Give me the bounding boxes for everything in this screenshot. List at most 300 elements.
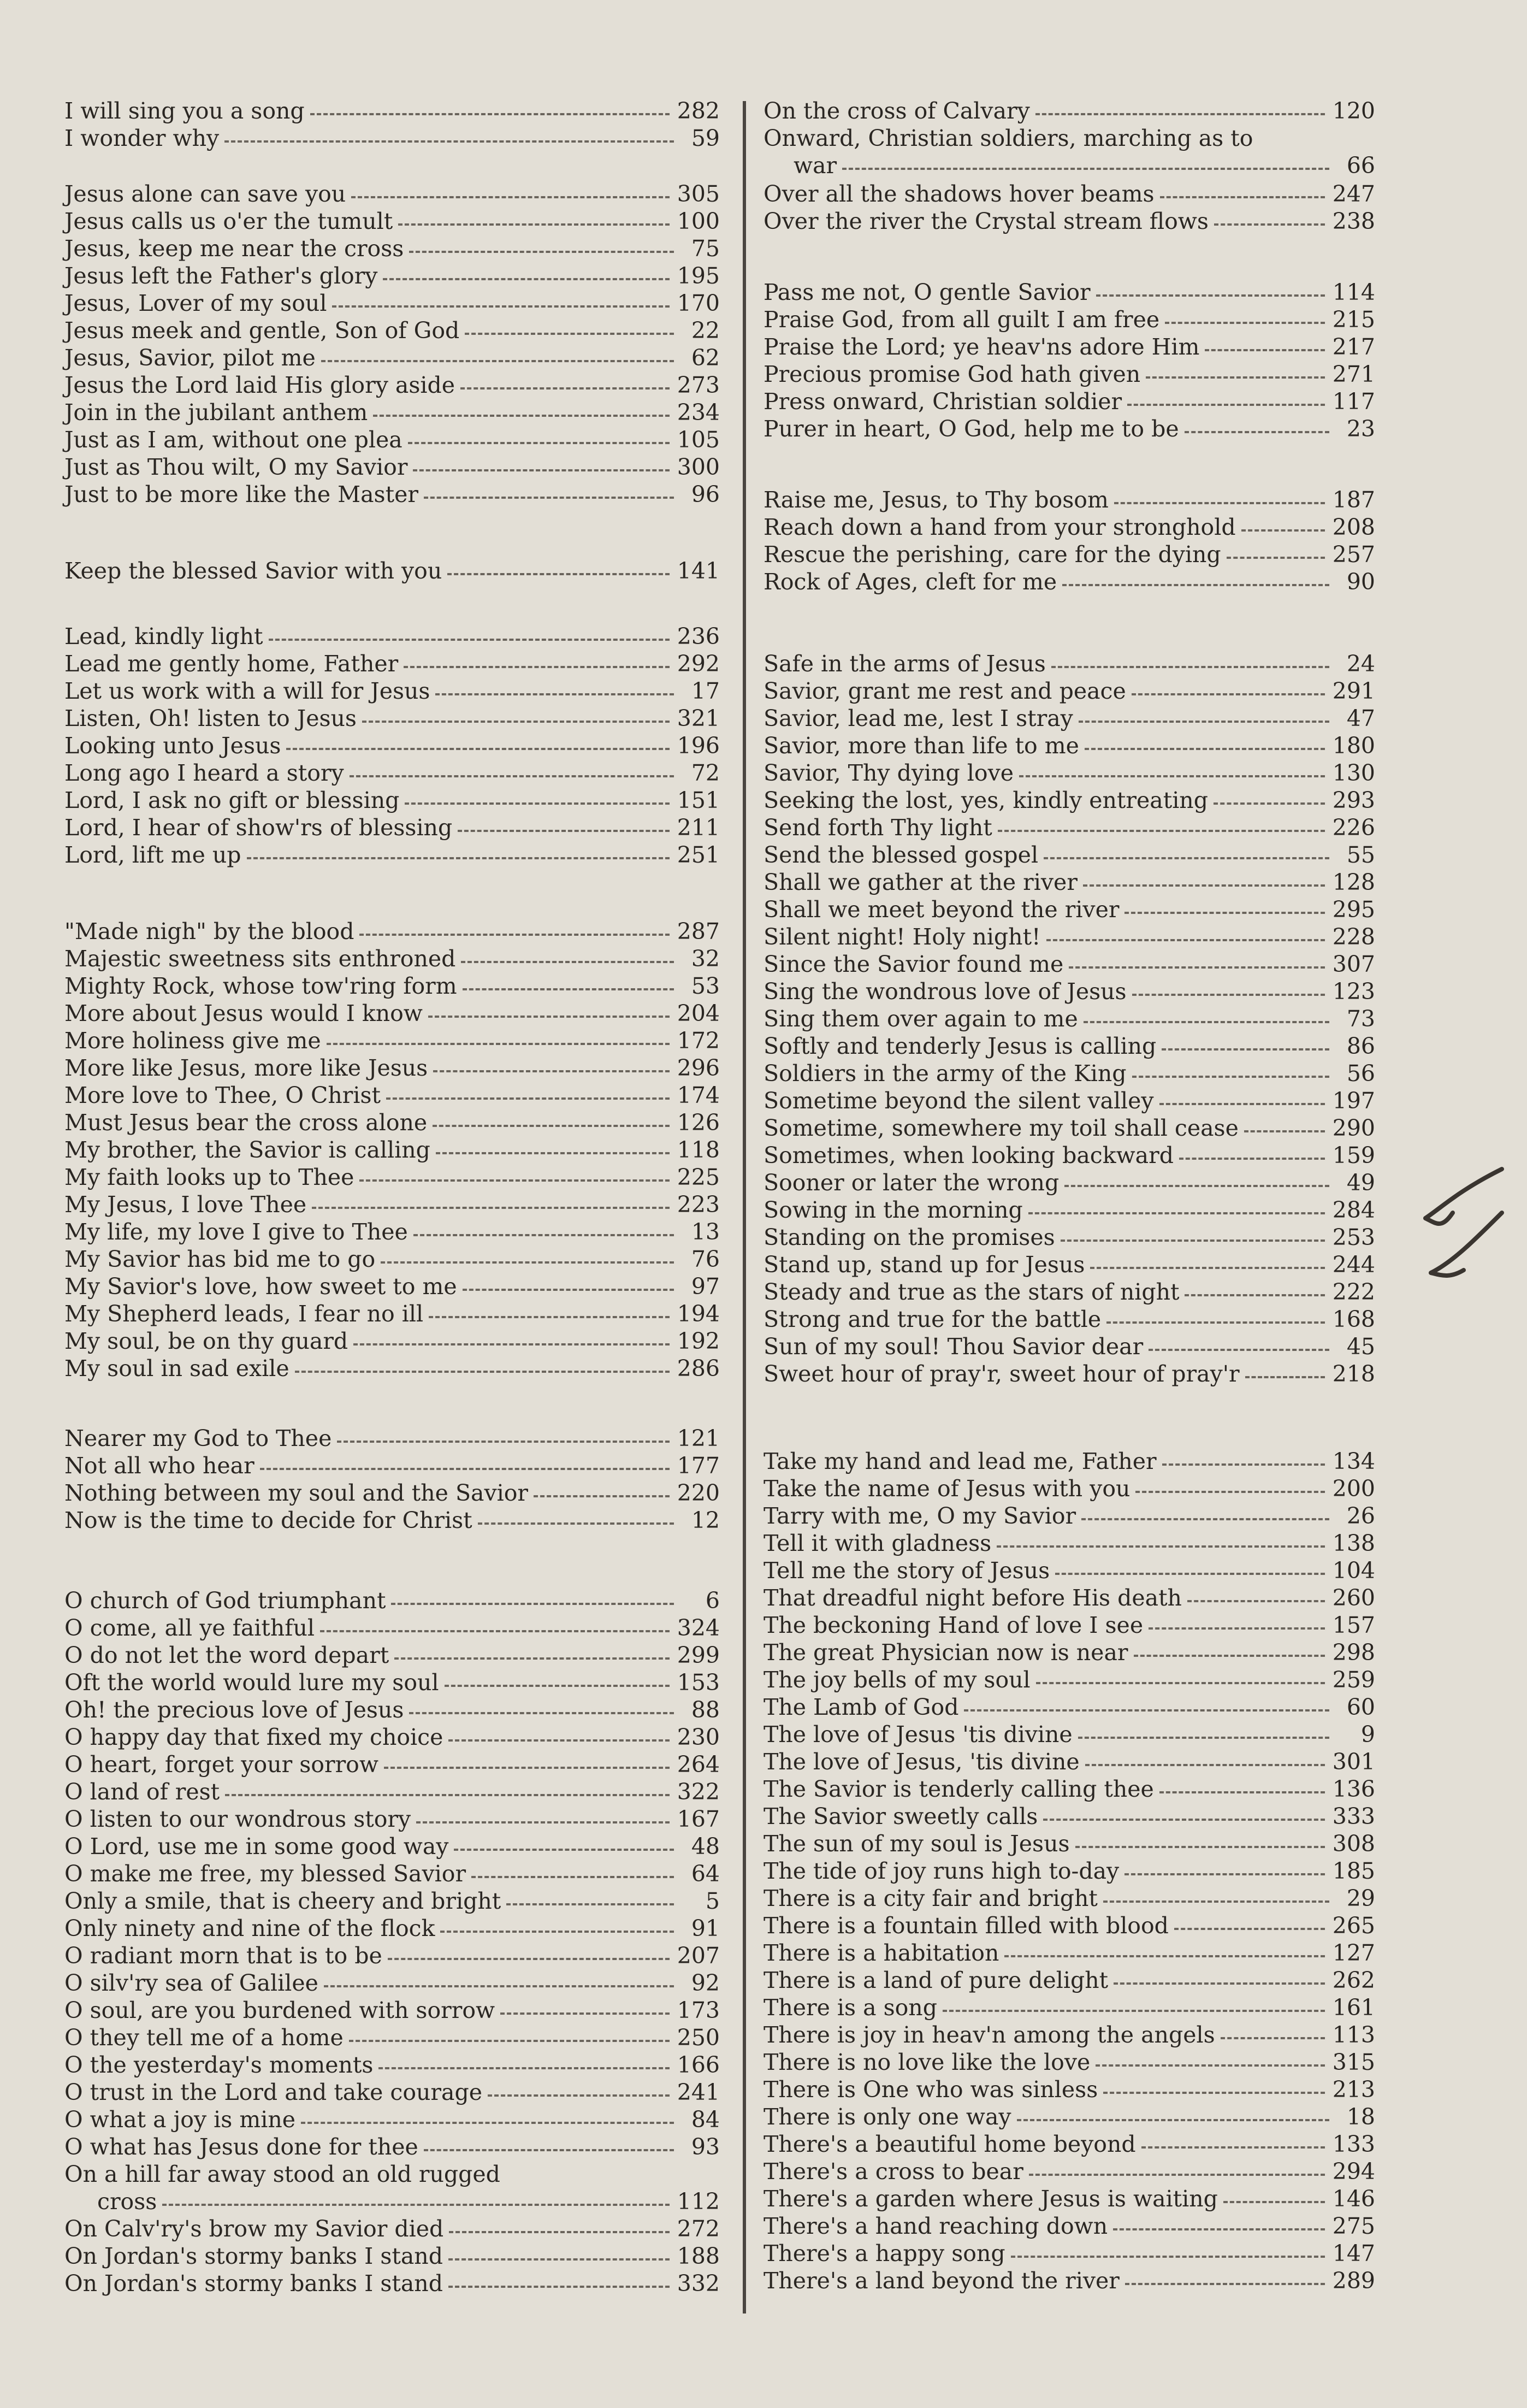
page-number: 196 — [677, 733, 720, 759]
page-number: 96 — [691, 481, 720, 507]
hymn-title: Seeking the lost, yes, kindly entreating — [764, 787, 1208, 813]
page-number: 22 — [691, 317, 720, 344]
index-entry — [764, 125, 1375, 152]
hymn-title: Savior, lead me, lest I stray — [764, 705, 1073, 731]
page-number: 64 — [691, 1861, 720, 1887]
page-number: 286 — [677, 1355, 720, 1382]
dot-leader — [391, 1601, 674, 1605]
page-number: 295 — [1332, 896, 1375, 923]
index-entry — [764, 1639, 1375, 1666]
hymn-title: There is a fountain filled with blood — [764, 1913, 1169, 1939]
index-entry — [64, 97, 720, 125]
hymn-title: Oft the world would lure my soul — [64, 1669, 439, 1696]
index-entry — [764, 1967, 1375, 1994]
hymn-title: Rescue the perishing, care for the dying — [764, 541, 1221, 568]
dot-leader — [386, 1095, 670, 1100]
index-entry — [64, 2051, 720, 2079]
index-entry — [764, 1060, 1375, 1087]
index-entry — [764, 923, 1375, 951]
page-number: 173 — [677, 1997, 720, 2023]
hymn-title: My soul, be on thy guard — [64, 1328, 348, 1354]
dot-leader — [1160, 194, 1325, 198]
dot-leader — [447, 571, 669, 575]
index-entry — [764, 1748, 1375, 1775]
dot-leader — [463, 1286, 674, 1291]
hymn-title: Safe in the arms of Jesus — [764, 651, 1046, 677]
page-number: 126 — [677, 1109, 720, 1136]
page-number: 24 — [1346, 651, 1375, 677]
dot-leader — [1241, 527, 1325, 532]
hymn-title: There's a beautiful home beyond — [764, 2131, 1136, 2157]
index-entry — [64, 1082, 720, 1109]
page-number: 265 — [1332, 1913, 1375, 1939]
hymn-title: Over the river the Crystal stream flows — [764, 208, 1209, 234]
page-number: 241 — [677, 2079, 720, 2105]
hymn-title: There is a habitation — [764, 1940, 999, 1966]
page-number: 301 — [1332, 1749, 1375, 1775]
page-number: 257 — [1332, 541, 1375, 568]
dot-leader — [1149, 1347, 1329, 1351]
page-number: 332 — [677, 2270, 720, 2297]
dot-leader — [413, 467, 669, 471]
index-entry — [764, 759, 1375, 787]
hymn-title: Jesus left the Father's glory — [64, 263, 378, 289]
hymn-title: I wonder why — [64, 125, 220, 151]
index-entry — [764, 1912, 1375, 1939]
index-entry — [764, 1251, 1375, 1278]
dot-leader — [362, 718, 670, 723]
page-number: 166 — [677, 2052, 720, 2078]
page-number: 220 — [677, 1480, 720, 1506]
dot-leader — [463, 986, 674, 990]
page-number: 153 — [677, 1669, 720, 1696]
index-entry — [64, 1164, 720, 1191]
dot-leader — [413, 1232, 674, 1236]
hymn-title: There's a land beyond the river — [764, 2268, 1120, 2294]
index-entry — [64, 1355, 720, 1382]
dot-leader — [224, 138, 674, 143]
dot-leader — [1103, 1898, 1329, 1903]
index-entry — [64, 1642, 720, 1669]
hymn-title: "Made nigh" by the blood — [64, 918, 354, 945]
hymn-title: Savior, Thy dying love — [764, 760, 1014, 786]
dot-leader — [1017, 2117, 1329, 2121]
dot-leader — [350, 773, 674, 777]
page-number: 59 — [691, 125, 720, 151]
page-number: 55 — [1346, 842, 1375, 868]
hymn-title: Join in the jubilant anthem — [64, 399, 368, 426]
dot-leader — [1011, 2253, 1325, 2258]
page-number: 223 — [677, 1191, 720, 1218]
page-number: 260 — [1332, 1585, 1375, 1611]
page-number: 45 — [1346, 1333, 1375, 1360]
dot-leader — [1078, 1734, 1329, 1739]
index-entry — [64, 557, 720, 585]
page-number: 333 — [1332, 1803, 1375, 1829]
dot-leader — [1174, 1926, 1325, 1930]
dot-leader — [1046, 937, 1325, 941]
page-number: 84 — [691, 2106, 720, 2133]
hymn-title: Tell it with gladness — [764, 1530, 992, 1556]
hymn-title: The love of Jesus, 'tis divine — [764, 1749, 1080, 1775]
dot-leader — [1029, 2171, 1325, 2176]
page-number: 172 — [677, 1028, 720, 1054]
index-entry — [64, 1724, 720, 1751]
hymn-title: Sun of my soul! Thou Savior dear — [764, 1333, 1144, 1360]
hymn-title: The Savior sweetly calls — [764, 1803, 1038, 1829]
hymn-title: Sweet hour of pray'r, sweet hour of pray'r — [764, 1361, 1240, 1387]
dot-leader — [1187, 1598, 1325, 1602]
index-entry — [64, 1054, 720, 1082]
page-number: 26 — [1346, 1503, 1375, 1529]
index-entry — [764, 333, 1375, 361]
page-number: 147 — [1332, 2240, 1375, 2267]
index-entry — [764, 2103, 1375, 2130]
page-number: 238 — [1332, 208, 1375, 234]
hymn-title: That dreadful night before His death — [764, 1585, 1182, 1611]
index-entry — [764, 486, 1375, 514]
index-entry — [64, 1452, 720, 1479]
page-number: 117 — [1332, 388, 1375, 415]
page-number: 244 — [1332, 1252, 1375, 1278]
hymn-title: Long ago I heard a story — [64, 760, 344, 786]
dot-leader — [1004, 1953, 1324, 1957]
page-number: 151 — [677, 787, 720, 813]
hymn-title: O what has Jesus done for thee — [64, 2134, 418, 2160]
index-entry — [64, 1805, 720, 1833]
hymn-title: O the yesterday's moments — [64, 2052, 374, 2078]
index-entry — [64, 1273, 720, 1300]
hymn-title: Stand up, stand up for Jesus — [764, 1252, 1085, 1278]
page-number: 105 — [677, 427, 720, 453]
dot-leader — [1113, 2226, 1325, 2230]
hymn-title: My life, my love I give to Thee — [64, 1219, 408, 1245]
index-entry — [764, 180, 1375, 208]
hymn-title: war — [794, 152, 837, 179]
dot-leader — [1036, 1680, 1325, 1684]
dot-leader — [842, 166, 1329, 170]
dot-leader — [1179, 1155, 1325, 1160]
hymn-title: More about Jesus would I know — [64, 1000, 423, 1026]
dot-leader — [458, 828, 670, 832]
hymn-title: The Savior is tenderly calling thee — [764, 1776, 1154, 1802]
page-number: 73 — [1346, 1006, 1375, 1032]
page-number: 12 — [691, 1507, 720, 1533]
hymn-title: My Savior's love, how sweet to me — [64, 1273, 457, 1300]
hymn-title: The sun of my soul is Jesus — [764, 1831, 1070, 1857]
dot-leader — [445, 1683, 670, 1687]
dot-leader — [1146, 374, 1325, 379]
dot-leader — [378, 2065, 669, 2069]
dot-leader — [454, 1846, 674, 1851]
dot-leader — [295, 1368, 670, 1373]
index-entry — [64, 1191, 720, 1218]
dot-leader — [381, 1259, 674, 1264]
dot-leader — [351, 194, 670, 198]
hymn-title: Reach down a hand from your stronghold — [764, 514, 1236, 540]
hymn-title: Lead, kindly light — [64, 623, 263, 650]
page-number: 194 — [677, 1301, 720, 1327]
dot-leader — [301, 2120, 674, 2124]
dot-leader — [408, 440, 670, 444]
index-entry — [64, 759, 720, 787]
hymn-title: Let us work with a will for Jesus — [64, 678, 430, 704]
hymn-title: Sing them over again to me — [764, 1006, 1078, 1032]
index-entry — [64, 1507, 720, 1534]
index-entry — [764, 1360, 1375, 1388]
hymn-title: Lead me gently home, Father — [64, 651, 399, 677]
index-entry — [64, 705, 720, 732]
index-entry — [64, 208, 720, 235]
dot-leader — [225, 1792, 670, 1796]
dot-leader — [359, 1177, 669, 1182]
index-entry — [64, 290, 720, 317]
hymn-title: The joy bells of my soul — [764, 1667, 1031, 1693]
page-number: 6 — [705, 1587, 720, 1614]
page-number: 92 — [691, 1970, 720, 1996]
hymn-title: There's a hand reaching down — [764, 2213, 1108, 2239]
hymn-title: Listen, Oh! listen to Jesus — [64, 705, 357, 731]
page-number: 299 — [677, 1642, 720, 1668]
dot-leader — [260, 1466, 670, 1470]
hymn-title: Jesus meek and gentle, Son of God — [64, 317, 460, 344]
page-number: 29 — [1346, 1885, 1375, 1911]
page-number: 97 — [691, 1273, 720, 1300]
hymn-title: My brother, the Savior is calling — [64, 1137, 430, 1163]
page-number: 217 — [1332, 334, 1375, 360]
hymn-title: Sometime, somewhere my toil shall cease — [764, 1115, 1239, 1141]
hymn-title: Now is the time to decide for Christ — [64, 1507, 472, 1533]
dot-leader — [534, 1493, 670, 1497]
hymn-title: Purer in heart, O God, help me to be — [764, 416, 1179, 442]
page-number: 226 — [1332, 815, 1375, 841]
hymn-title: On Calv'ry's brow my Savior died — [64, 2216, 444, 2242]
index-entry — [764, 705, 1375, 732]
index-entry — [764, 1693, 1375, 1721]
page-number: 213 — [1332, 2076, 1375, 2103]
dot-leader — [1162, 1046, 1329, 1050]
index-entry — [764, 1557, 1375, 1584]
hymn-title: Keep the blessed Savior with you — [64, 558, 442, 584]
index-entry — [764, 814, 1375, 841]
index-entry — [764, 1306, 1375, 1333]
hymn-title: There is One who was sinless — [764, 2076, 1098, 2103]
hymn-title: Strong and true for the battle — [764, 1306, 1102, 1332]
page-number: 305 — [677, 181, 720, 207]
hymn-title: Take my hand and lead me, Father — [764, 1448, 1157, 1474]
page-number: 127 — [1332, 1940, 1375, 1966]
dot-leader — [1019, 773, 1325, 777]
dot-leader — [1085, 1762, 1325, 1766]
index-entry — [64, 1587, 720, 1614]
page-number: 161 — [1332, 1994, 1375, 2021]
page-number: 234 — [677, 399, 720, 426]
index-entry — [764, 279, 1375, 306]
index-entry — [764, 2021, 1375, 2049]
page-number: 289 — [1332, 2268, 1375, 2294]
page-number: 157 — [1332, 1612, 1375, 1638]
hymn-title: The love of Jesus 'tis divine — [764, 1721, 1073, 1748]
page-number: 93 — [691, 2134, 720, 2160]
page-number: 134 — [1332, 1448, 1375, 1474]
dot-leader — [436, 1150, 670, 1154]
page-number: 293 — [1332, 787, 1375, 813]
index-entry — [64, 1218, 720, 1246]
page-number: 48 — [691, 1833, 720, 1860]
page-number: 215 — [1332, 306, 1375, 333]
page-number: 192 — [677, 1328, 720, 1354]
page-number: 174 — [677, 1082, 720, 1108]
dot-leader — [394, 1655, 670, 1660]
index-entry — [764, 896, 1375, 923]
index-entry — [64, 814, 720, 841]
page-number: 259 — [1332, 1667, 1375, 1693]
page-number: 272 — [677, 2216, 720, 2242]
index-entry — [764, 650, 1375, 677]
dot-leader — [327, 1041, 670, 1045]
hymn-title: My Savior has bid me to go — [64, 1246, 376, 1272]
index-entry — [64, 371, 720, 399]
index-entry — [64, 399, 720, 426]
index-entry — [764, 1196, 1375, 1224]
dot-leader — [409, 1710, 674, 1714]
dot-leader — [448, 2283, 670, 2288]
page-number: 294 — [1332, 2158, 1375, 2185]
dot-leader — [1149, 1625, 1325, 1630]
hymn-title: There's a garden where Jesus is waiting — [764, 2186, 1218, 2212]
dot-leader — [1090, 1265, 1324, 1269]
dot-leader — [1165, 320, 1325, 324]
index-entry — [764, 306, 1375, 333]
index-entry — [764, 514, 1375, 541]
page-number: 287 — [677, 918, 720, 945]
index-entry — [64, 972, 720, 1000]
index-entry — [764, 841, 1375, 869]
page-number: 60 — [1346, 1694, 1375, 1720]
page-number: 204 — [677, 1000, 720, 1026]
index-entry — [64, 1887, 720, 1915]
hymn-title: O what a joy is mine — [64, 2106, 296, 2133]
index-entry — [764, 869, 1375, 896]
dot-leader — [964, 1707, 1329, 1711]
dot-leader — [460, 385, 670, 389]
hymn-title: Send the blessed gospel — [764, 842, 1039, 868]
index-entry — [64, 2161, 720, 2188]
dot-leader — [478, 1520, 674, 1525]
page-number: 253 — [1332, 1224, 1375, 1250]
dot-leader — [998, 828, 1325, 832]
page-number: 315 — [1332, 2049, 1375, 2075]
page-number: 49 — [1346, 1170, 1375, 1196]
page-number: 136 — [1332, 1776, 1375, 1802]
dot-leader — [1055, 1571, 1325, 1575]
hymn-title: Take the name of Jesus with you — [764, 1476, 1131, 1502]
index-entry — [764, 568, 1375, 595]
page-number: 250 — [677, 2025, 720, 2051]
index-entry — [64, 262, 720, 290]
page-number: 230 — [677, 1724, 720, 1750]
hymn-title: Jesus calls us o'er the tumult — [64, 208, 393, 234]
page-number: 91 — [691, 1915, 720, 1941]
index-entry — [64, 1833, 720, 1860]
dot-leader — [1114, 500, 1325, 504]
dot-leader — [1127, 402, 1325, 406]
page-number: 133 — [1332, 2131, 1375, 2157]
page-number: 291 — [1332, 678, 1375, 704]
dot-leader — [1075, 1844, 1325, 1848]
hymn-title: Soldiers in the army of the King — [764, 1060, 1127, 1087]
index-entry — [764, 1830, 1375, 1857]
index-entry — [64, 453, 720, 481]
hymn-title: Silent night! Holy night! — [764, 924, 1041, 950]
dot-leader — [1044, 855, 1329, 859]
page-number: 200 — [1332, 1476, 1375, 1502]
index-entry — [64, 1860, 720, 1887]
page-number: 273 — [677, 372, 720, 398]
hymn-title: The Lamb of God — [764, 1694, 959, 1720]
hymn-title: My soul in sad exile — [64, 1355, 289, 1382]
hymn-title: More love to Thee, O Christ — [64, 1082, 381, 1108]
page-number: 292 — [677, 651, 720, 677]
dot-leader — [388, 1956, 670, 1960]
dot-leader — [1159, 1789, 1325, 1793]
dot-leader — [247, 855, 670, 859]
dot-leader — [435, 691, 674, 695]
page-number: 118 — [677, 1137, 720, 1163]
page-number: 222 — [1332, 1279, 1375, 1305]
hymn-title: Sometime beyond the silent valley — [764, 1088, 1154, 1114]
dot-leader — [312, 1205, 670, 1209]
dot-leader — [1245, 1374, 1325, 1378]
hymn-title: On the cross of Calvary — [764, 98, 1030, 124]
dot-leader — [1205, 347, 1324, 351]
dot-leader — [404, 664, 669, 668]
dot-leader — [416, 1819, 670, 1823]
index-entry — [764, 1857, 1375, 1885]
dot-leader — [310, 111, 670, 115]
page-number: 62 — [691, 345, 720, 371]
hymn-title: Rock of Ages, cleft for me — [764, 569, 1057, 595]
index-entry — [764, 787, 1375, 814]
index-entry — [764, 1333, 1375, 1360]
dot-leader — [465, 330, 674, 335]
dot-leader — [1069, 964, 1324, 969]
page-number: 300 — [677, 454, 720, 480]
page-number: 5 — [705, 1888, 720, 1914]
page-number: 251 — [677, 842, 720, 868]
page-number: 187 — [1332, 487, 1375, 513]
dot-leader — [353, 1341, 670, 1345]
index-entry — [64, 1997, 720, 2024]
hymn-title: Sooner or later the wrong — [764, 1170, 1060, 1196]
page-number: 282 — [677, 98, 720, 124]
index-entry — [64, 1327, 720, 1355]
hymn-title: Sowing in the morning — [764, 1197, 1023, 1223]
index-entry — [64, 1614, 720, 1642]
dot-leader — [269, 636, 670, 641]
index-entry — [764, 1142, 1375, 1169]
index-entry — [64, 2242, 720, 2270]
hymn-title: Just as I am, without one plea — [64, 427, 403, 453]
index-entry — [764, 1885, 1375, 1912]
index-entry — [64, 650, 720, 677]
dot-leader — [1125, 2281, 1325, 2285]
index-entry — [64, 918, 720, 945]
dot-leader — [398, 221, 670, 226]
index-entry — [64, 317, 720, 344]
index-entry — [64, 1696, 720, 1724]
page-number: 322 — [677, 1779, 720, 1805]
